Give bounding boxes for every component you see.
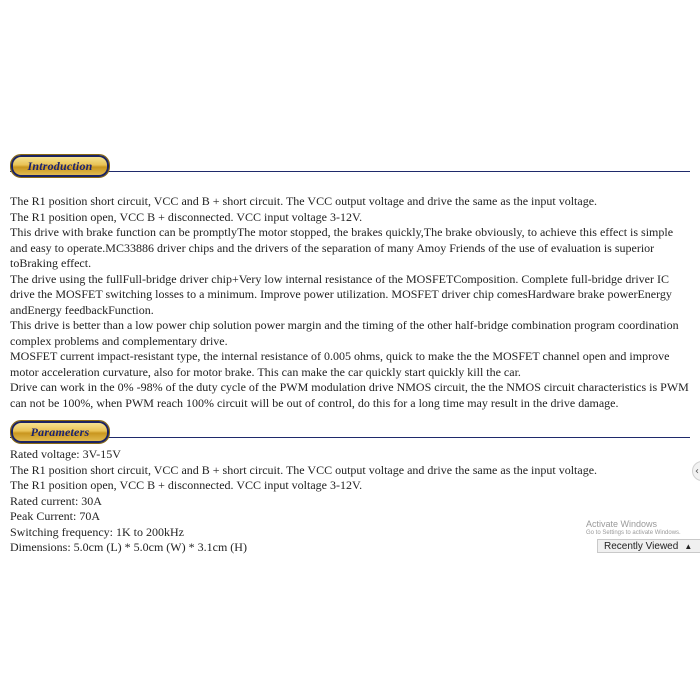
intro-paragraph: The R1 position open, VCC B + disconnected. VCC input voltage 3-12V. [10, 209, 363, 224]
parameters-badge-label: Parameters [30, 424, 90, 439]
intro-paragraph: MOSFET current impact-resistant type, the internal resistance of 0.005 ohms, quick to make the the MOSFET channel open and improve motor acceleration curvature, also for motor brake. This can make the car quickly start quickly kill the car. [10, 349, 670, 379]
spec-line: Rated voltage: 3V-15V [10, 447, 121, 461]
intro-paragraph: The drive using the fullFull-bridge driver chip+Very low internal resistance of the MOSFETComposition. Complete full-bridge driver IC drive the MOSFET switching losses to a minimum. Improve power utilization. MOSFET driver chip comesHardware brake powerEnergy andEnergy feedbackFunction. [10, 271, 672, 317]
parameters-header [10, 420, 690, 446]
chevron-up-icon: ▲ [684, 541, 693, 551]
spec-line: Switching frequency: 1K to 200kHz [10, 524, 184, 539]
intro-paragraph: This drive is better than a low power chip solution power margin and the timing of the other half-bridge combination program coordination complex problems and complementary drive. [10, 318, 679, 348]
intro-paragraph: This drive with brake function can be promptlyThe motor stopped, the brakes quickly,The brake obviously, to achieve this effect is simple and easy to operate.MC33886 driver chips and the drivers of the separation of many Amoy Friends of the use of evaluation is superior toBraking effect. [10, 225, 674, 270]
chevron-left-icon: ‹ [695, 465, 699, 477]
recently-viewed-button[interactable] [597, 539, 700, 553]
activate-windows-watermark [586, 519, 700, 536]
recently-viewed-label: Recently Viewed [604, 540, 679, 552]
spec-line: Dimensions: 5.0cm (L) * 5.0cm (W) * 3.1cm (H) [10, 540, 247, 554]
introduction-badge [10, 154, 110, 178]
parameters-badge [10, 420, 110, 444]
side-expand-tab[interactable] [692, 461, 700, 481]
activate-windows-title: Activate Windows [586, 519, 658, 529]
activate-windows-subtitle: Go to Settings to activate Windows. [586, 530, 681, 536]
spec-line: The R1 position open, VCC B + disconnected. VCC input voltage 3-12V. [10, 478, 363, 492]
introduction-badge-label: Introduction [27, 158, 93, 173]
spec-line: The R1 position short circuit, VCC and B + short circuit. The VCC output voltage and drive the same as the input voltage. [10, 462, 598, 477]
introduction-body [10, 194, 690, 411]
spec-line: Peak Current: 70A [10, 509, 100, 523]
header-divider [10, 171, 690, 172]
header-divider [10, 437, 690, 438]
intro-paragraph: Drive can work in the 0% -98% of the duty cycle of the PWM modulation drive NMOS circuit, the the NMOS circuit characteristics is PWM can not be 100%, when PWM reach 100% circuit will be out of control, do this for a long time may result in the drive damage. [10, 380, 689, 410]
parameters-list [10, 447, 693, 556]
intro-paragraph: The R1 position short circuit, VCC and B + short circuit. The VCC output voltage and drive the same as the input voltage. [10, 194, 598, 208]
spec-line: Rated current: 30A [10, 493, 102, 508]
introduction-header [10, 154, 690, 180]
